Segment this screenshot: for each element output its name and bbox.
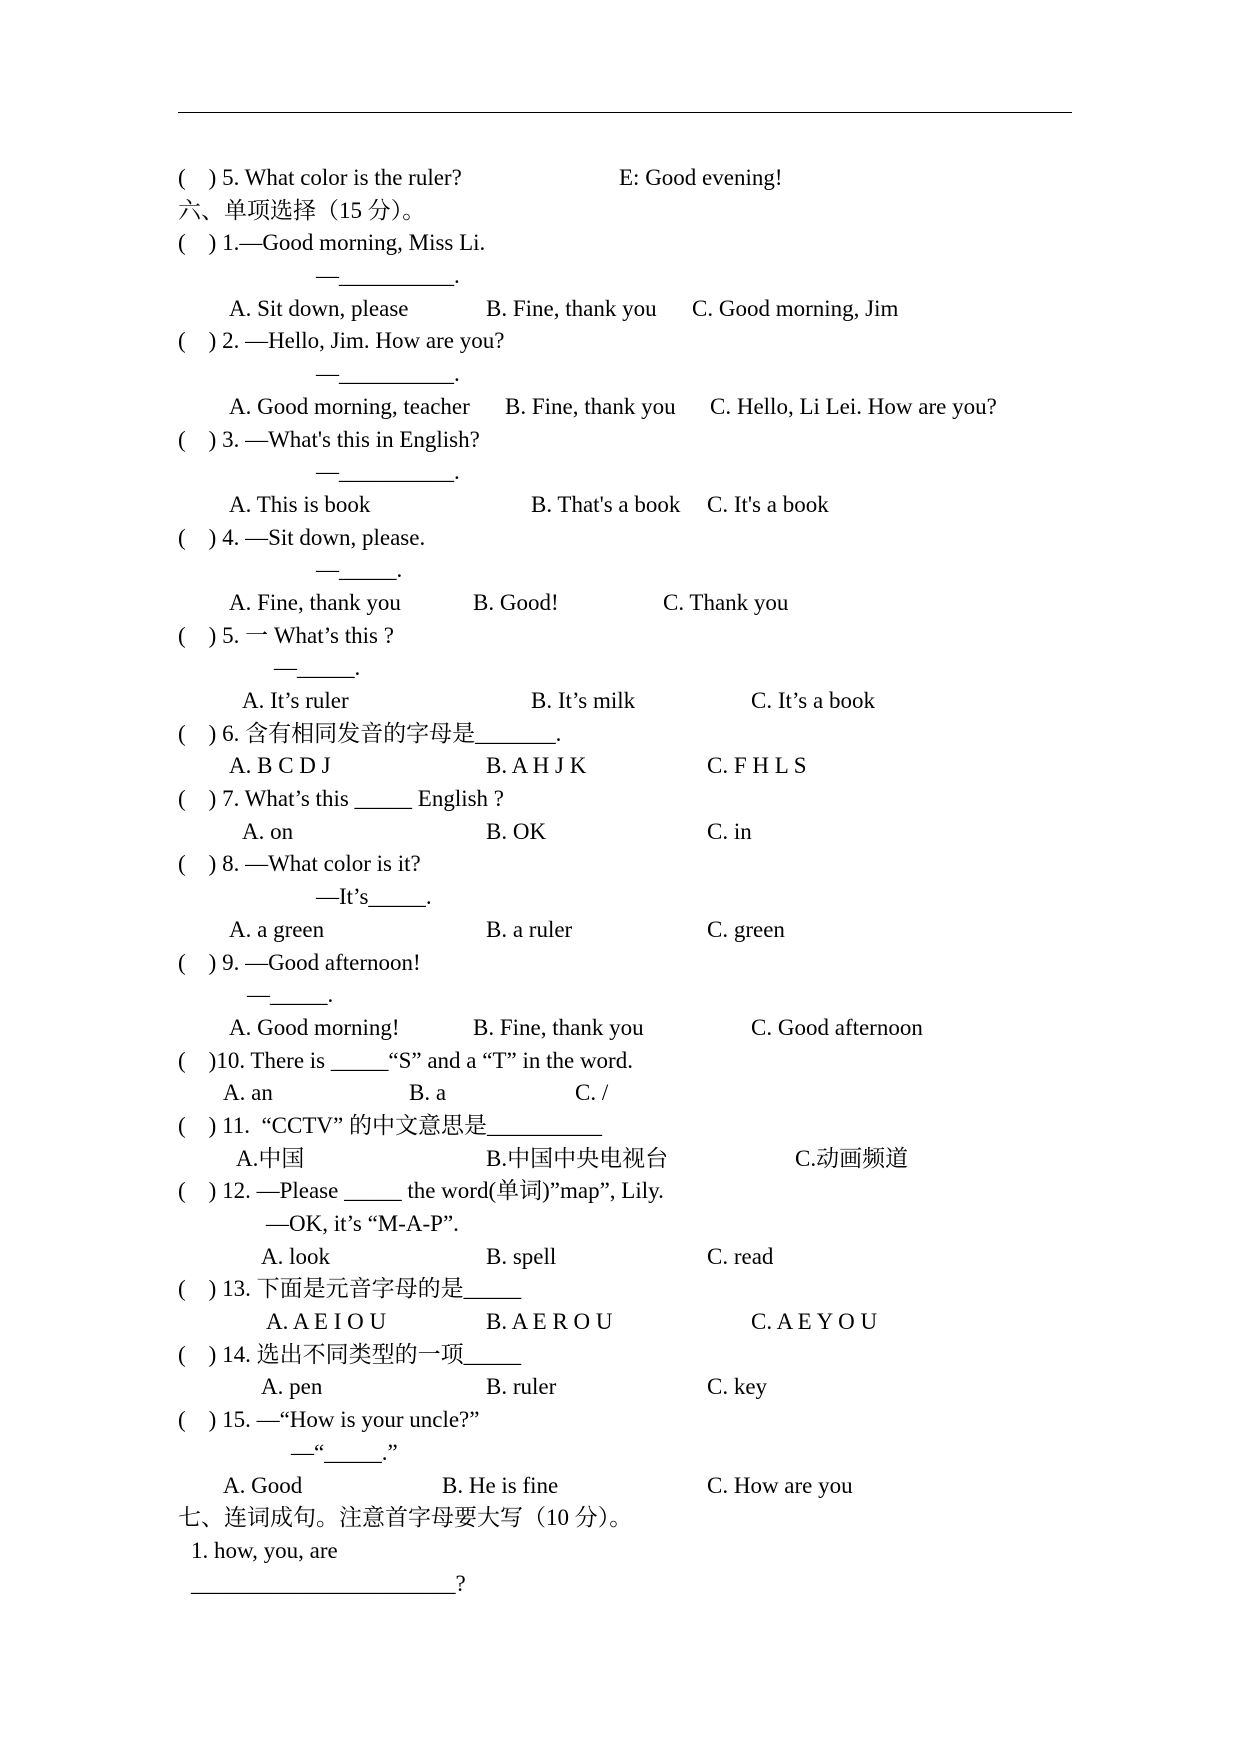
text-line [0, 816, 1240, 849]
text-segment: B. Fine, thank you [473, 1014, 644, 1040]
text-segment: C. How are you [707, 1472, 853, 1498]
text-segment: C. / [575, 1080, 609, 1106]
text-line [0, 1470, 1240, 1503]
text-line [0, 1568, 1240, 1601]
text-segment: C. Thank you [663, 589, 789, 615]
text-segment: A. pen [261, 1374, 323, 1400]
text-line [0, 1241, 1240, 1274]
text-segment: B. That's a book [531, 491, 681, 517]
text-segment: 1. how, you, are [191, 1537, 338, 1563]
text-segment: B. Fine, thank you [486, 295, 657, 321]
text-segment: A. Good morning! [229, 1014, 400, 1040]
text-line [0, 587, 1240, 620]
text-segment: ( ) 2. —Hello, Jim. How are you? [178, 328, 505, 354]
text-segment: C. A E Y O U [751, 1309, 878, 1335]
text-segment: C. Good afternoon [751, 1014, 923, 1040]
text-segment: B. spell [486, 1243, 557, 1269]
text-line [0, 1175, 1240, 1208]
text-line [0, 848, 1240, 881]
text-segment: —_____. [274, 655, 361, 681]
text-line [0, 750, 1240, 783]
text-segment: C. F H L S [707, 753, 807, 779]
text-segment: B. a ruler [486, 916, 573, 942]
text-segment: A. look [261, 1243, 330, 1269]
text-segment: A. It’s ruler [242, 688, 349, 713]
text-line [0, 260, 1240, 293]
text-segment: —__________. [316, 459, 460, 485]
text-line [0, 620, 1240, 653]
text-segment: ( ) 13. 下面是元音字母的是_____ [178, 1276, 522, 1302]
text-segment: A. Good morning, teacher [229, 393, 470, 419]
text-line [0, 293, 1240, 326]
text-segment: A. an [223, 1080, 273, 1106]
text-segment: C. It’s a book [751, 688, 875, 713]
text-segment: C. key [707, 1374, 768, 1400]
text-line [0, 783, 1240, 816]
text-segment: ( ) 5. 一 What’s this ? [178, 622, 394, 648]
text-line [0, 456, 1240, 489]
header-rule [178, 112, 1072, 113]
text-segment: B. Fine, thank you [505, 393, 676, 419]
text-line [0, 489, 1240, 522]
text-line [0, 227, 1240, 260]
text-segment: ( )10. There is _____“S” and a “T” in the word. [178, 1047, 633, 1073]
text-segment: —OK, it’s “M-A-P”. [266, 1211, 459, 1236]
text-segment: ( ) 7. What’s this _____ English ? [178, 786, 505, 812]
text-segment: ( ) 11. “CCTV” 的中文意思是__________ [178, 1112, 602, 1138]
text-segment: B. a [409, 1080, 447, 1106]
text-line [0, 685, 1240, 718]
text-line [0, 358, 1240, 391]
text-line [0, 1437, 1240, 1470]
text-segment: A. on [242, 818, 294, 844]
text-segment: ( ) 5. What color is the ruler? [178, 165, 462, 190]
text-line [0, 1208, 1240, 1241]
text-line [0, 162, 1240, 195]
text-segment: A. Sit down, please [229, 295, 409, 321]
text-segment: B. OK [486, 818, 547, 844]
text-segment: C.动画频道 [795, 1145, 909, 1171]
text-line [0, 1306, 1240, 1339]
text-segment: ( ) 15. —“How is your uncle?” [178, 1407, 480, 1433]
text-segment: ( ) 4. —Sit down, please. [178, 524, 426, 550]
text-segment: —_____. [247, 982, 334, 1008]
text-line [0, 391, 1240, 424]
text-segment: A. Good [223, 1472, 303, 1498]
text-segment: —_____. [316, 557, 403, 583]
text-segment: A. B C D J [229, 753, 331, 779]
text-line [0, 554, 1240, 587]
text-segment: ( ) 14. 选出不同类型的一项_____ [178, 1341, 522, 1367]
text-segment: —__________. [316, 361, 460, 387]
text-segment: ( ) 8. —What color is it? [178, 851, 421, 877]
text-line [0, 1110, 1240, 1143]
text-line [0, 979, 1240, 1012]
text-line [0, 1012, 1240, 1045]
text-segment: ( ) 12. —Please _____ the word(单词)”map”, Lily. [178, 1178, 664, 1204]
text-line [0, 1371, 1240, 1404]
text-line [0, 1273, 1240, 1306]
text-line [0, 1077, 1240, 1110]
text-line [0, 325, 1240, 358]
text-segment: —“_____.” [291, 1439, 398, 1465]
text-segment: E: Good evening! [619, 165, 783, 190]
text-segment: 七、连词成句。注意首字母要大写（10 分）。 [178, 1505, 633, 1531]
text-segment: ( ) 3. —What's this in English? [178, 426, 480, 452]
text-segment: A. a green [229, 916, 325, 942]
text-line [0, 881, 1240, 914]
text-segment: B. He is fine [442, 1472, 559, 1498]
text-segment: B.中国中央电视台 [486, 1145, 669, 1171]
text-line [0, 522, 1240, 555]
text-line [0, 718, 1240, 751]
text-segment: C. read [707, 1243, 774, 1269]
text-line [0, 1045, 1240, 1078]
text-segment: 六、单项选择（15 分）。 [178, 197, 426, 223]
text-segment: A. A E I O U [266, 1309, 387, 1335]
text-segment: A. Fine, thank you [229, 589, 401, 615]
text-line [0, 652, 1240, 685]
text-segment: —__________. [316, 263, 460, 289]
text-segment: C. green [707, 916, 785, 942]
text-segment: A.中国 [236, 1145, 305, 1171]
exam-content [0, 162, 1240, 1600]
text-segment: —It’s_____. [316, 884, 432, 910]
text-segment: ( ) 6. 含有相同发音的字母是_______. [178, 720, 562, 746]
text-line [0, 914, 1240, 947]
text-segment: B. A E R O U [486, 1309, 613, 1335]
text-line [0, 195, 1240, 228]
text-line [0, 947, 1240, 980]
text-segment: C. Good morning, Jim [692, 295, 899, 321]
text-segment: C. in [707, 818, 752, 844]
text-segment: C. Hello, Li Lei. How are you? [710, 393, 997, 419]
text-segment: _______________________? [191, 1570, 466, 1596]
text-segment: B. It’s milk [531, 688, 636, 713]
text-segment: B. Good! [473, 589, 559, 615]
text-line [0, 1535, 1240, 1568]
text-segment: C. It's a book [707, 491, 829, 517]
text-segment: ( ) 1.—Good morning, Miss Li. [178, 230, 486, 256]
text-line [0, 424, 1240, 457]
text-segment: B. ruler [486, 1374, 557, 1400]
text-segment: A. This is book [229, 491, 371, 517]
text-line [0, 1404, 1240, 1437]
text-segment: B. A H J K [486, 753, 587, 779]
text-line [0, 1143, 1240, 1176]
text-line [0, 1339, 1240, 1372]
text-line [0, 1502, 1240, 1535]
text-segment: ( ) 9. —Good afternoon! [178, 949, 421, 975]
